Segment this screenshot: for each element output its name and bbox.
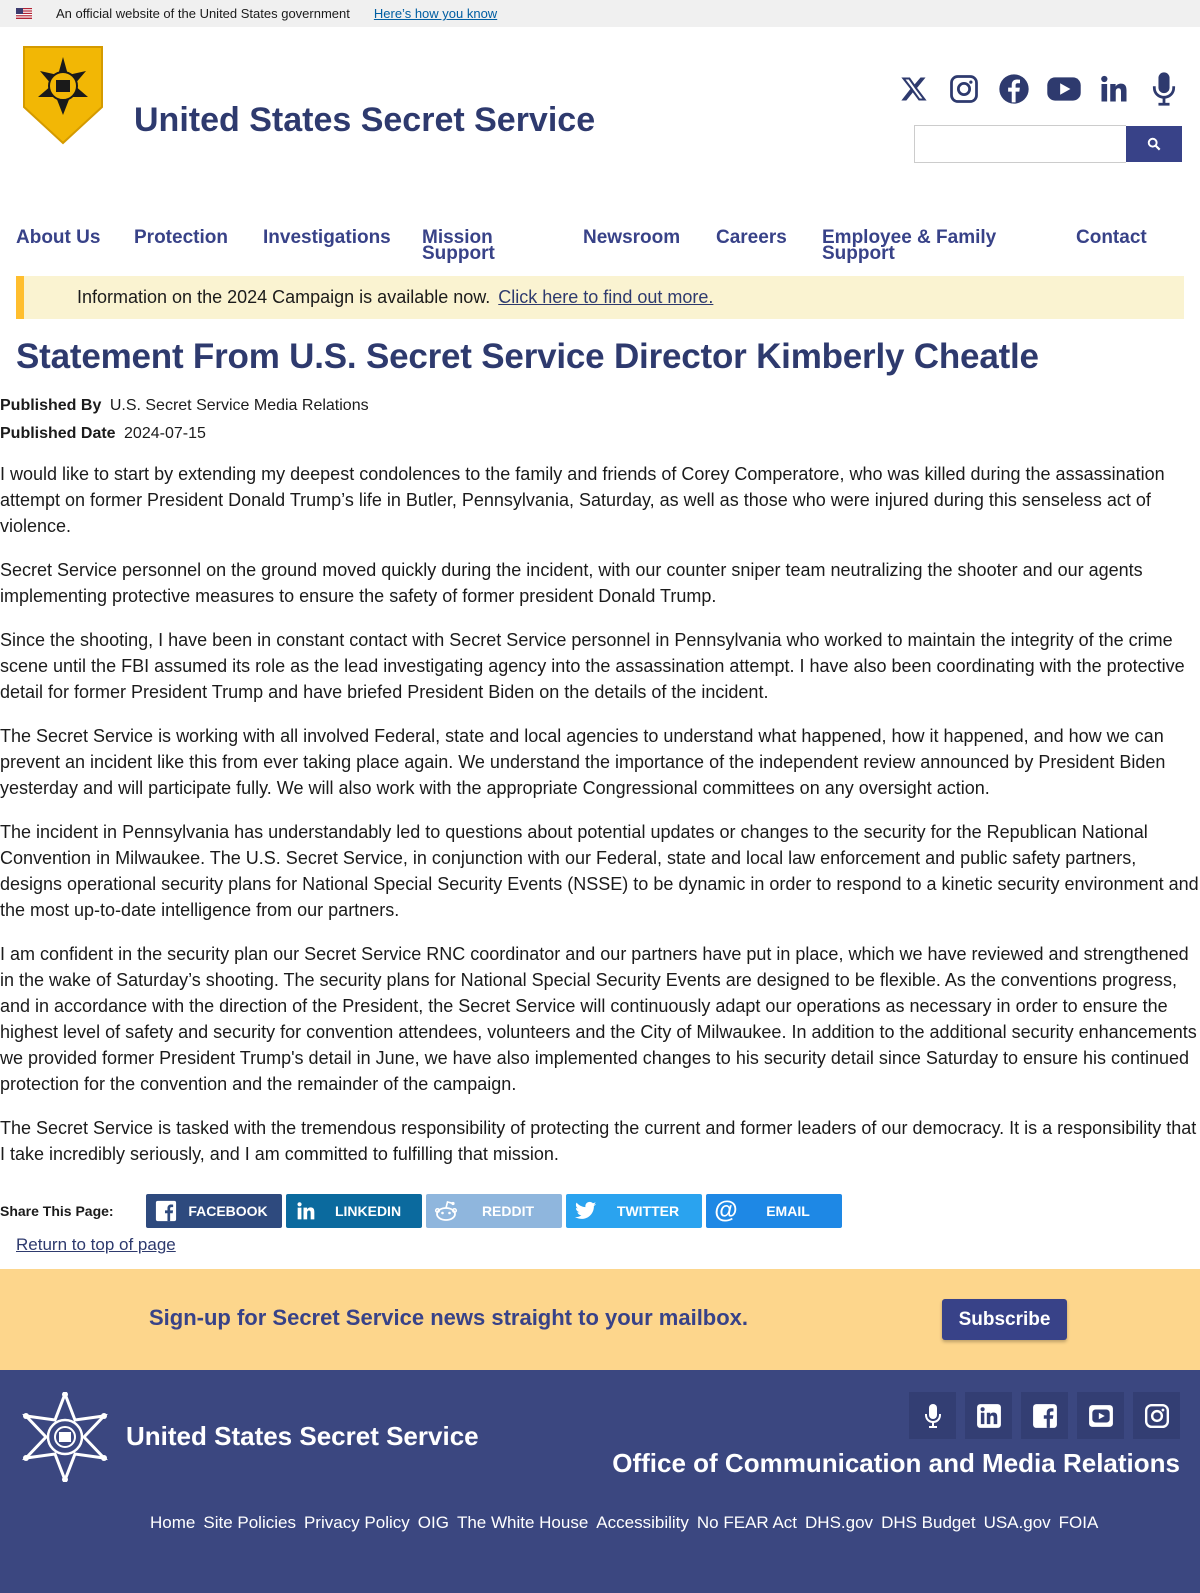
share-twitter-label: TWITTER bbox=[616, 1203, 680, 1219]
footer-link-dhs-budget[interactable]: DHS Budget bbox=[881, 1513, 976, 1532]
share-facebook-label: FACEBOOK bbox=[188, 1203, 268, 1219]
published-date bbox=[0, 425, 206, 443]
gov-banner bbox=[0, 0, 1200, 27]
facebook-icon[interactable] bbox=[996, 71, 1032, 107]
article-paragraph: The Secret Service is working with all involved Federal, state and local agencies to understand what happened, how it happened, and how we can prevent an incident like this from ever taking place again. We understand the importance of the independent review announced by President Biden yesterday and will participate fully. We will also work with the appropriate Congressional committees on any oversight action. bbox=[0, 726, 1166, 798]
instagram-icon[interactable] bbox=[946, 71, 982, 107]
share-email-button[interactable] bbox=[706, 1194, 842, 1228]
site-header bbox=[0, 27, 1200, 187]
footer-office-title: Office of Communication and Media Relations bbox=[612, 1448, 1180, 1478]
us-flag-icon bbox=[16, 8, 32, 19]
share-label: Share This Page: bbox=[0, 1203, 114, 1219]
nav-item-mission-support[interactable]: Mission Support bbox=[422, 227, 495, 264]
secret-service-seal-logo[interactable] bbox=[22, 45, 104, 145]
share-reddit-label: REDDIT bbox=[481, 1203, 535, 1219]
share-email-label: EMAIL bbox=[766, 1203, 810, 1219]
search-icon bbox=[1147, 137, 1161, 151]
article-paragraph: I am confident in the security plan our Secret Service RNC coordinator and our partners have put in place, which we have reviewed and strengthened in the wake of Saturday’s shooting. The security plans for National Special Security Events are designed to be flexible. As the conventions progress, and in accordance with the direction of the President, the Secret Service will continuously adapt our operations as necessary in order to ensure the highest level of safety and security for convention attendees, volunteers and the City of Milwaukee. In addition to the additional security enhancements we provided former President Trump's detail in June, we have also implemented changes to his security detail since Saturday to ensure his continued protection for the convention and the remainder of the campaign. bbox=[0, 944, 1197, 1094]
footer-link-accessibility[interactable]: Accessibility bbox=[596, 1513, 689, 1532]
published-date-label: Published Date bbox=[0, 425, 116, 442]
article-paragraph: Secret Service personnel on the ground moved quickly during the incident, with our counter sniper team neutralizing the shooter and our agents implementing protective measures to ensure the safety of former president Donald Trump. bbox=[0, 560, 1143, 606]
article-paragraph: The Secret Service is tasked with the tremendous responsibility of protecting the current and former leaders of our democracy. It is a responsibility that I take incredibly seriously, and I am committed to fulfilling that mission. bbox=[0, 1118, 1197, 1164]
article-paragraph: I would like to start by extending my deepest condolences to the family and friends of Corey Comperatore, who was killed during the assassination attempt on former President Donald Trump’s life in Butler, Pennsylvania, Saturday, as well as those who were injured during this senseless act of violence. bbox=[0, 464, 1165, 536]
alert-link[interactable]: Click here to find out more. bbox=[498, 287, 714, 307]
footer-link-no-fear-act[interactable]: No FEAR Act bbox=[696, 1513, 798, 1532]
share-facebook-button[interactable] bbox=[146, 1194, 282, 1228]
share-twitter-button[interactable] bbox=[566, 1194, 702, 1228]
site-footer bbox=[0, 1370, 1200, 1593]
signup-text: Sign-up for Secret Service news straight to your mailbox. bbox=[149, 1305, 749, 1330]
alert-text: Information on the 2024 Campaign is available now. bbox=[77, 287, 491, 307]
footer-links bbox=[150, 1513, 1098, 1533]
facebook-icon bbox=[155, 1200, 177, 1222]
campaign-alert bbox=[16, 276, 1184, 319]
footer-link-foia[interactable]: FOIA bbox=[1058, 1513, 1099, 1532]
published-by bbox=[0, 397, 369, 415]
nav-item-protection[interactable]: Protection bbox=[134, 227, 228, 248]
share-reddit-button[interactable] bbox=[426, 1194, 562, 1228]
footer-link-home[interactable]: Home bbox=[150, 1513, 196, 1532]
header-social-links bbox=[896, 71, 1182, 107]
page-title: Statement From U.S. Secret Service Director Kimberly Cheatle bbox=[16, 337, 1039, 376]
article-paragraph: The incident in Pennsylvania has understandably led to questions about potential updates or changes to the security for the Republican National Convention in Milwaukee. The U.S. Secret Service, in conjunction with our Federal, state and local law enforcement and public safety partners, designs operational security plans for National Special Security Events (NSSE) to be dynamic in order to respond to a kinetic security environment and the most up-to-date intelligence from our partners. bbox=[0, 822, 1199, 920]
twitter-icon bbox=[575, 1201, 597, 1221]
share-linkedin-button[interactable] bbox=[286, 1194, 422, 1228]
linkedin-icon[interactable] bbox=[965, 1392, 1012, 1439]
site-title[interactable]: United States Secret Service bbox=[134, 101, 596, 139]
footer-social-links bbox=[909, 1392, 1180, 1439]
nav-item-contact[interactable]: Contact bbox=[1076, 227, 1147, 248]
footer-title[interactable]: United States Secret Service bbox=[126, 1421, 479, 1451]
footer-link-dhs-gov[interactable]: DHS.gov bbox=[805, 1513, 874, 1532]
nav-item-employee-family-support[interactable]: Employee & Family Support bbox=[822, 227, 997, 264]
nav-item-investigations[interactable]: Investigations bbox=[263, 227, 391, 248]
search-button[interactable] bbox=[1126, 126, 1182, 162]
footer-link-site-policies[interactable]: Site Policies bbox=[203, 1513, 296, 1532]
secret-service-star-logo[interactable] bbox=[20, 1392, 110, 1482]
reddit-icon bbox=[434, 1200, 458, 1222]
nav-item-about-us[interactable]: About Us bbox=[16, 227, 101, 248]
microphone-icon[interactable] bbox=[1146, 71, 1182, 107]
search-input[interactable] bbox=[914, 125, 1126, 163]
footer-link-oig[interactable]: OIG bbox=[417, 1513, 449, 1532]
at-icon: @ bbox=[714, 1197, 738, 1224]
footer-link-usa-gov[interactable]: USA.gov bbox=[983, 1513, 1051, 1532]
instagram-icon[interactable] bbox=[1133, 1392, 1180, 1439]
facebook-icon[interactable] bbox=[1021, 1392, 1068, 1439]
linkedin-icon[interactable] bbox=[1096, 71, 1132, 107]
linkedin-icon bbox=[296, 1201, 316, 1221]
youtube-icon[interactable] bbox=[1077, 1392, 1124, 1439]
published-by-label: Published By bbox=[0, 397, 102, 414]
share-bar bbox=[0, 1194, 846, 1228]
youtube-icon[interactable] bbox=[1046, 71, 1082, 107]
footer-link-privacy-policy[interactable]: Privacy Policy bbox=[303, 1513, 410, 1532]
return-to-top-link[interactable]: Return to top of page bbox=[16, 1235, 176, 1254]
nav-item-newsroom[interactable]: Newsroom bbox=[583, 227, 681, 248]
nav-item-careers[interactable]: Careers bbox=[716, 227, 787, 248]
published-date-value: 2024-07-15 bbox=[124, 425, 206, 442]
site-search bbox=[914, 125, 1182, 163]
footer-link-white-house[interactable]: The White House bbox=[456, 1513, 589, 1532]
how-you-know-link[interactable]: Here’s how you know bbox=[373, 6, 498, 21]
gov-banner-text: An official website of the United States government bbox=[56, 6, 350, 21]
article-body bbox=[0, 461, 1200, 1185]
newsletter-signup bbox=[0, 1269, 1200, 1370]
x-icon[interactable] bbox=[896, 71, 932, 107]
subscribe-button[interactable]: Subscribe bbox=[942, 1299, 1067, 1340]
article-paragraph: Since the shooting, I have been in constant contact with Secret Service personnel in Pennsylvania who worked to maintain the integrity of the crime scene until the FBI assumed its role as the lead investigating agency into the assassination attempt. I have also been coordinating with the protective detail for former President Trump and have briefed President Biden on the details of the incident. bbox=[0, 630, 1185, 702]
microphone-icon[interactable] bbox=[909, 1392, 956, 1439]
published-by-value: U.S. Secret Service Media Relations bbox=[109, 397, 369, 414]
share-linkedin-label: LINKEDIN bbox=[334, 1203, 402, 1219]
